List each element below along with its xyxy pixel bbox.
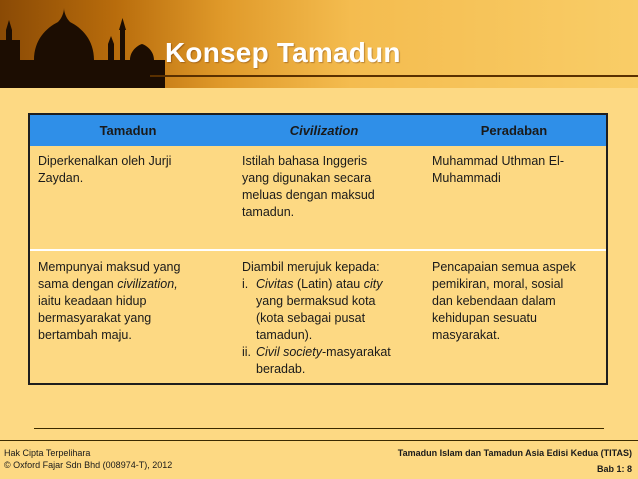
cell-line: pemikiran, moral, sosial [432,277,564,291]
header-civilization: Civilization [289,123,359,138]
footer-line [0,440,638,441]
header-tamadun: Tamadun [99,123,157,138]
cell-line: yang digunakan secara [242,171,372,185]
city-term: city [363,277,383,291]
header-peradaban: Peradaban [480,123,548,138]
civilization-term: civilization, [117,277,178,291]
copyright-line-2: © Oxford Fajar Sdn Bhd (008974-T), 2012 [4,460,173,470]
cell-line: Muhammadi [432,171,501,185]
footer-divider [34,428,604,429]
chapter-page: Bab 1: 8 [596,464,632,474]
table-header-row [30,115,606,146]
cell-line-text: sama dengan [38,277,118,291]
cell-line: tamadun). [256,328,313,342]
cell-line: bertambah maju. [38,328,132,342]
list-number: ii. [242,345,252,359]
cell-line: tamadun. [242,205,295,219]
cell-line: (kota sebagai pusat [256,311,366,325]
list-text [256,276,422,344]
row-separator [30,249,606,251]
row2-tamadun-cell [38,259,223,344]
cell-line: Civitas (Latin) atau city [256,277,383,291]
cell-line: iaitu keadaan hidup [38,294,147,308]
cell-line: beradab. [256,362,306,376]
cell-line: Mempunyai maksud yang [38,260,181,274]
list-number: i. [242,277,249,291]
cell-intro: Diambil merujuk kepada: [242,260,380,274]
list-text [256,344,422,378]
cell-line: Diperkenalkan oleh Jurji [38,154,172,168]
cell-line: meluas dengan maksud [242,188,375,202]
title-underline [150,75,638,77]
list-item [242,344,422,378]
civitas-term: Civitas [256,277,294,291]
copyright-line-1: Hak Cipta Terpelihara [4,448,91,458]
cell-line: dan kebendaan dalam [432,294,556,308]
comparison-table [28,113,608,385]
list-item [242,276,422,344]
civil-society-term: Civil society [256,345,322,359]
cell-line [38,276,223,293]
row1-peradaban-cell [432,153,604,187]
row2-civilization-cell [242,259,422,378]
cell-line: yang bermaksud kota [256,294,376,308]
mosque-silhouette-icon [0,0,165,88]
row2-peradaban-cell [432,259,604,344]
book-title: Tamadun Islam dan Tamadun Asia Edisi Kedua (TITAS) [397,448,632,458]
cell-line: Civil society-masyarakat [256,345,391,359]
cell-line: Pencapaian semua aspek [432,260,576,274]
row1-tamadun-cell [38,153,223,187]
cell-line: Muhammad Uthman El- [432,154,564,168]
row1-civilization-cell [242,153,417,221]
slide-title: Konsep Tamadun [165,37,401,68]
cell-line: kehidupan sesuatu [432,311,537,325]
cell-line: Zaydan. [38,171,84,185]
cell-line: bermasyarakat yang [38,311,152,325]
cell-line: masyarakat. [432,328,501,342]
cell-line: Istilah bahasa Inggeris [242,154,368,168]
